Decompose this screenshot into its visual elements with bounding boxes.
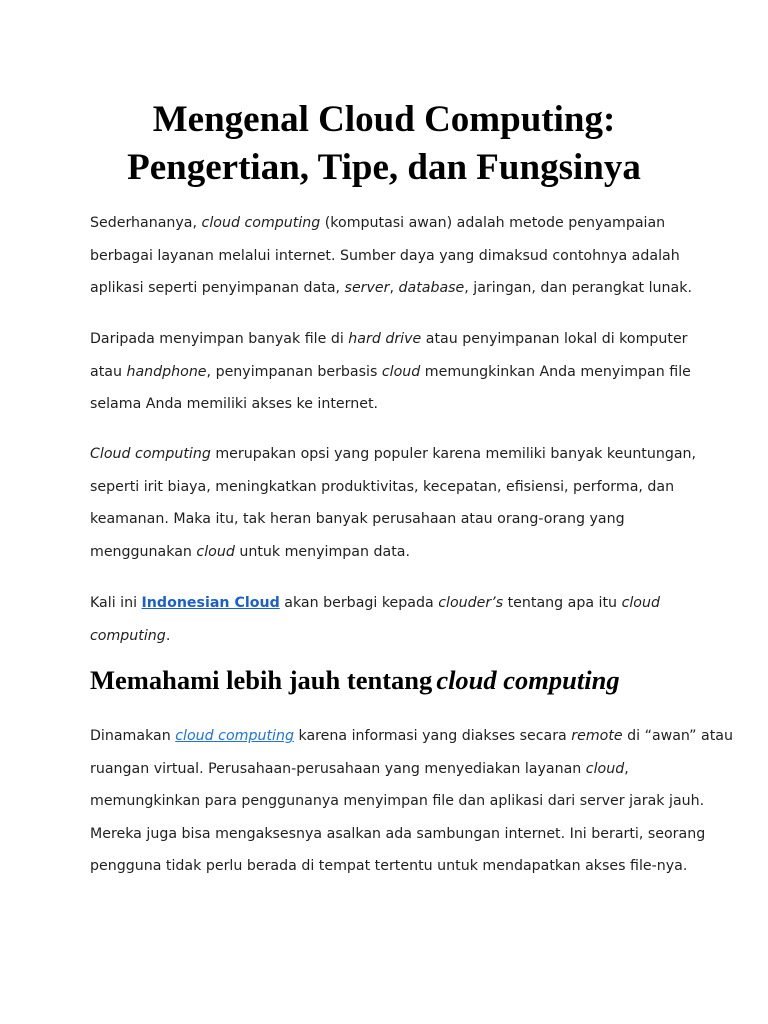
italic-term: computing	[90, 627, 166, 644]
text-run: untuk menyimpan data.	[234, 543, 410, 560]
paragraph-3-line-2: seperti irit biaya, meningkatkan produktivitas, kecepatan, efisiensi, performa, dan	[90, 478, 675, 495]
text-run: Daripada menyimpan banyak file di	[90, 331, 349, 347]
title-line-2: Pengertian, Tipe, dan Fungsinya	[127, 147, 641, 188]
title-line-1: Mengenal Cloud Computing:	[152, 99, 616, 140]
text-run: Dinamakan	[90, 728, 176, 744]
paragraph-5-line-5: pengguna tidak perlu berada di tempat tertentu untuk mendapatkan akses file-nya.	[90, 858, 688, 875]
paragraph-4-line-1	[90, 587, 690, 620]
heading-italic-text: cloud computing	[436, 665, 620, 695]
paragraph-2-line-1	[90, 323, 690, 356]
text-run: (komputasi awan) adalah metode penyampaian	[320, 215, 666, 231]
text-run: Sederhananya,	[90, 215, 202, 231]
italic-term: clouder’s	[438, 595, 504, 611]
italic-term: Cloud computing	[90, 446, 211, 462]
text-run: ruangan virtual. Perusahaan-perusahaan yang menyediakan layanan	[90, 760, 586, 777]
paragraph-5-line-2	[90, 753, 690, 786]
paragraph-2-line-2	[90, 356, 690, 389]
italic-term: cloud computing	[201, 215, 321, 231]
italic-term: cloud	[585, 760, 625, 777]
heading-text: Memahami lebih jauh tentang	[90, 665, 433, 695]
text-run: ,	[389, 280, 399, 297]
text-run: di “awan” atau	[622, 728, 733, 744]
text-run: atau penyimpanan lokal di komputer	[421, 331, 688, 347]
italic-term: cloud	[621, 595, 660, 611]
paragraph-1	[90, 207, 690, 305]
italic-term: handphone	[126, 363, 207, 380]
cloud-computing-link[interactable]: cloud computing	[175, 728, 294, 744]
text-run: , penyimpanan berbasis	[206, 363, 382, 380]
paragraph-1-line-1	[90, 207, 690, 240]
italic-term: cloud	[381, 363, 421, 380]
italic-term: hard drive	[348, 331, 422, 347]
paragraph-3-line-3: keamanan. Maka itu, tak heran banyak perusahaan atau orang-orang yang	[90, 511, 625, 528]
italic-term: remote	[571, 728, 623, 744]
italic-term: server	[344, 280, 390, 297]
paragraph-5	[90, 720, 733, 883]
indonesian-cloud-link[interactable]: Indonesian Cloud	[141, 595, 280, 611]
text-run: .	[165, 627, 171, 644]
text-run: Kali ini	[90, 595, 142, 611]
italic-term: cloud	[196, 543, 235, 560]
paragraph-2	[90, 323, 690, 421]
paragraph-5-line-1	[90, 720, 733, 753]
paragraph-3-line-1	[90, 438, 697, 471]
text-run: memungkinkan Anda menyimpan file	[420, 363, 691, 380]
paragraph-5-line-3: memungkinkan para penggunanya menyimpan file dan aplikasi dari server jarak jauh.	[90, 793, 705, 810]
text-run: tentang apa itu	[503, 595, 622, 611]
article-title	[60, 96, 708, 192]
text-run: atau	[90, 363, 127, 380]
paragraph-4-line-2	[90, 620, 690, 653]
text-run: menggunakan	[90, 543, 197, 560]
paragraph-1-line-2: berbagai layanan melalui internet. Sumber daya yang dimaksud contohnya adalah	[90, 247, 680, 264]
text-run: aplikasi seperti penyimpanan data,	[90, 280, 345, 297]
section-heading	[90, 660, 620, 700]
paragraph-2-line-3: selama Anda memiliki akses ke internet.	[90, 396, 379, 413]
text-run: , jaringan, dan perangkat lunak.	[464, 280, 692, 297]
paragraph-1-line-3	[90, 272, 690, 305]
text-run: ,	[624, 760, 629, 777]
text-run: akan berbagi kepada	[279, 595, 439, 611]
paragraph-3	[90, 438, 697, 568]
italic-term: database	[398, 280, 465, 297]
paragraph-3-line-4	[90, 536, 690, 569]
paragraph-4	[90, 587, 690, 652]
text-run: merupakan opsi yang populer karena memiliki banyak keuntungan,	[210, 446, 697, 462]
text-run: karena informasi yang diakses secara	[293, 728, 572, 744]
paragraph-5-line-4: Mereka juga bisa mengaksesnya asalkan ada sambungan internet. Ini berarti, seorang	[90, 825, 706, 842]
